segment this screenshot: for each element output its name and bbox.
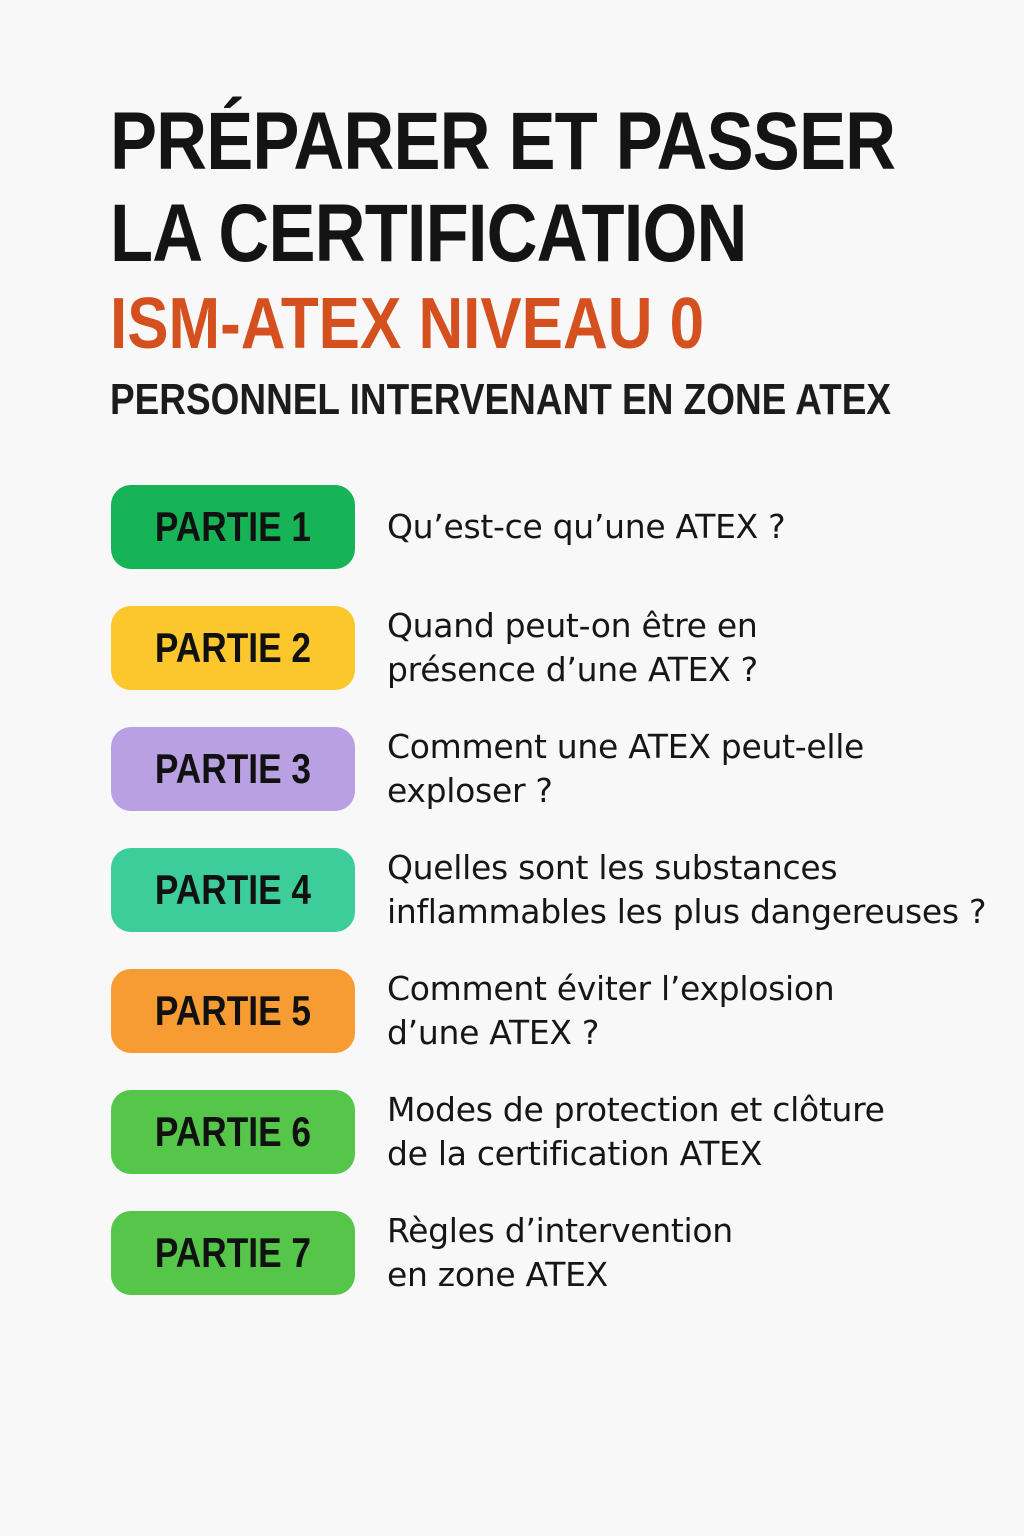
part-badge-5 [111, 969, 355, 1053]
part-description-2: Quand peut-on être en présence d’une ATEX ? [387, 606, 758, 689]
certification-level-title: ISM-ATEX NIVEAU 0 [110, 284, 705, 364]
part-description-4: Quelles sont les substances inflammables les plus dangereuses ? [387, 848, 987, 931]
part-description-3: Comment une ATEX peut-elle exploser ? [387, 727, 865, 810]
part-badge-7 [111, 1211, 355, 1295]
part-row-2 [111, 605, 1011, 691]
part-badge-2 [111, 606, 355, 690]
part-description-7: Règles d’intervention en zone ATEX [387, 1211, 733, 1294]
part-badge-4 [111, 848, 355, 932]
part-badge-label: PARTIE 7 [154, 1229, 312, 1276]
part-badge-label: PARTIE 6 [154, 1108, 312, 1155]
part-badge-label: PARTIE 5 [154, 987, 312, 1034]
parts-list [111, 484, 1011, 1331]
part-description-5: Comment éviter l’explosion d’une ATEX ? [387, 969, 835, 1052]
part-row-7 [111, 1210, 1011, 1296]
part-badge-label: PARTIE 3 [154, 745, 312, 792]
part-row-5 [111, 968, 1011, 1054]
audience-subtitle: PERSONNEL INTERVENANT EN ZONE ATEX [110, 375, 892, 424]
part-badge-3 [111, 727, 355, 811]
page-title-line-2: LA CERTIFICATION [110, 188, 747, 279]
part-badge-label: PARTIE 4 [154, 866, 312, 913]
part-badge-6 [111, 1090, 355, 1174]
part-badge-1 [111, 485, 355, 569]
part-badge-label: PARTIE 1 [154, 503, 312, 550]
part-description-1: Qu’est-ce qu’une ATEX ? [387, 507, 786, 546]
part-row-4 [111, 847, 1011, 933]
part-row-1 [111, 484, 1011, 570]
part-badge-label: PARTIE 2 [154, 624, 312, 671]
part-description-6: Modes de protection et clôture de la certification ATEX [387, 1090, 885, 1173]
page-title-line-1: PRÉPARER ET PASSER [110, 96, 896, 187]
part-row-6 [111, 1089, 1011, 1175]
part-row-3 [111, 726, 1011, 812]
title-block [110, 96, 990, 428]
